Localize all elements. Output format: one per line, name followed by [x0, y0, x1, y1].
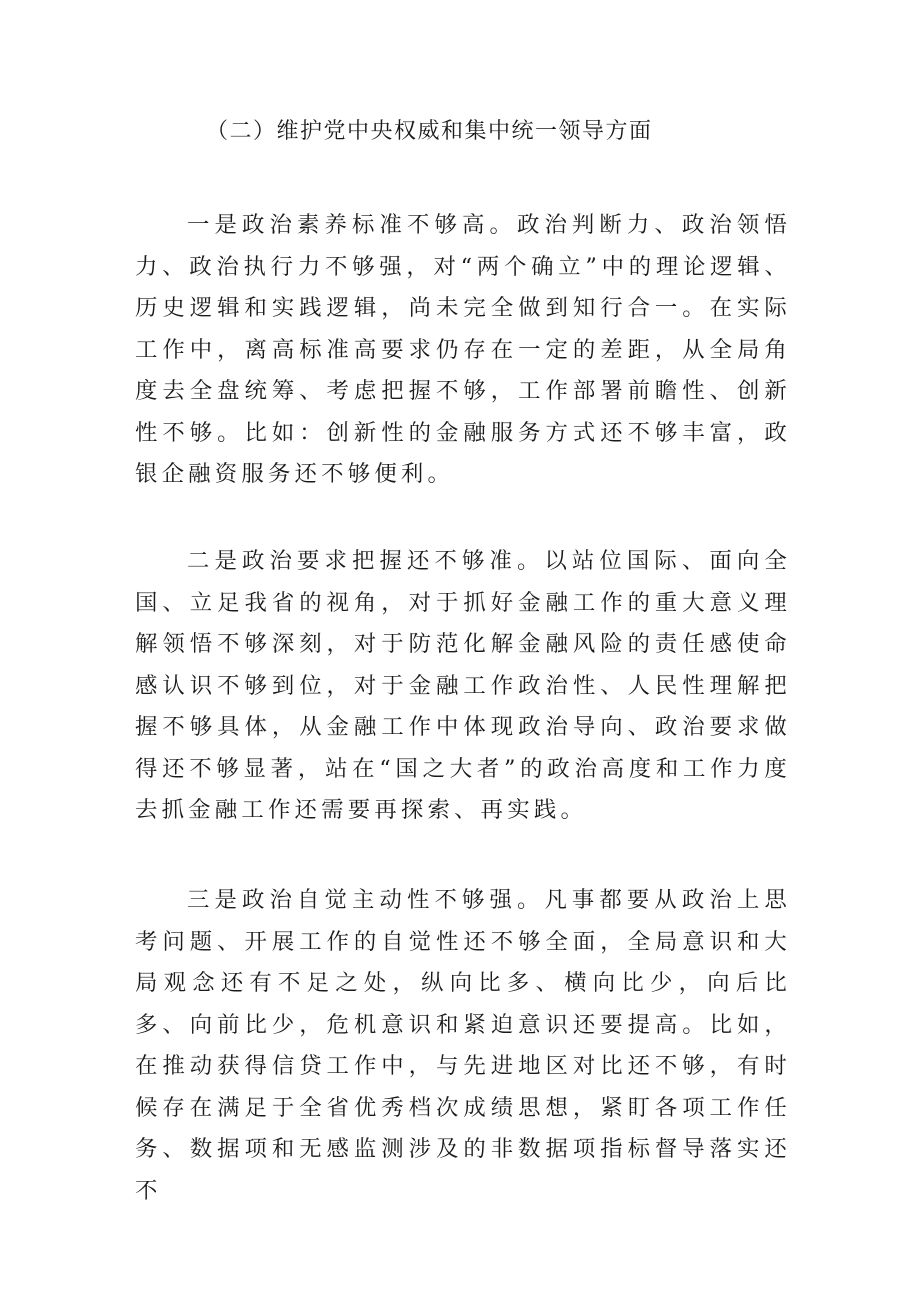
paragraph-political-requirements: 二是政治要求把握还不够准。以站位国际、面向全国、立足我省的视角，对于抓好金融工作的重大意义理解领悟不够深刻，对于防范化解金融风险的责任感使命感认识不够到位，对于金融工作政治性、人民性理解把握不够具体，从金融工作中体现政治导向、政治要求做得还不够显著，站在“国之大者”的政治高度和工作力度去抓金融工作还需要再探索、再实践。 [135, 548, 791, 823]
paragraph-political-literacy: 一是政治素养标准不够高。政治判断力、政治领悟力、政治执行力不够强，对“两个确立”中的理论逻辑、历史逻辑和实践逻辑，尚未完全做到知行合一。在实际工作中，离高标准高要求仍存在一定的差距，从全局角度去全盘统筹、考虑把握不够，工作部署前瞻性、创新性不够。比如：创新性的金融服务方式还不够丰富，政银企融资服务还不够便利。 [135, 212, 791, 487]
section-heading: （二）维护党中央权威和集中统一领导方面 [206, 119, 653, 144]
paragraph-political-initiative: 三是政治自觉主动性不够强。凡事都要从政治上思考问题、开展工作的自觉性还不够全面，全局意识和大局观念还有不足之处，纵向比多、横向比少，向后比多、向前比少，危机意识和紧迫意识还要提高。比如，在推动获得信贷工作中，与先进地区对比还不够，有时候存在满足于全省优秀档次成绩思想，紧盯各项工作任务、数据项和无感监测涉及的非数据项指标督导落实还不 [135, 887, 791, 1204]
